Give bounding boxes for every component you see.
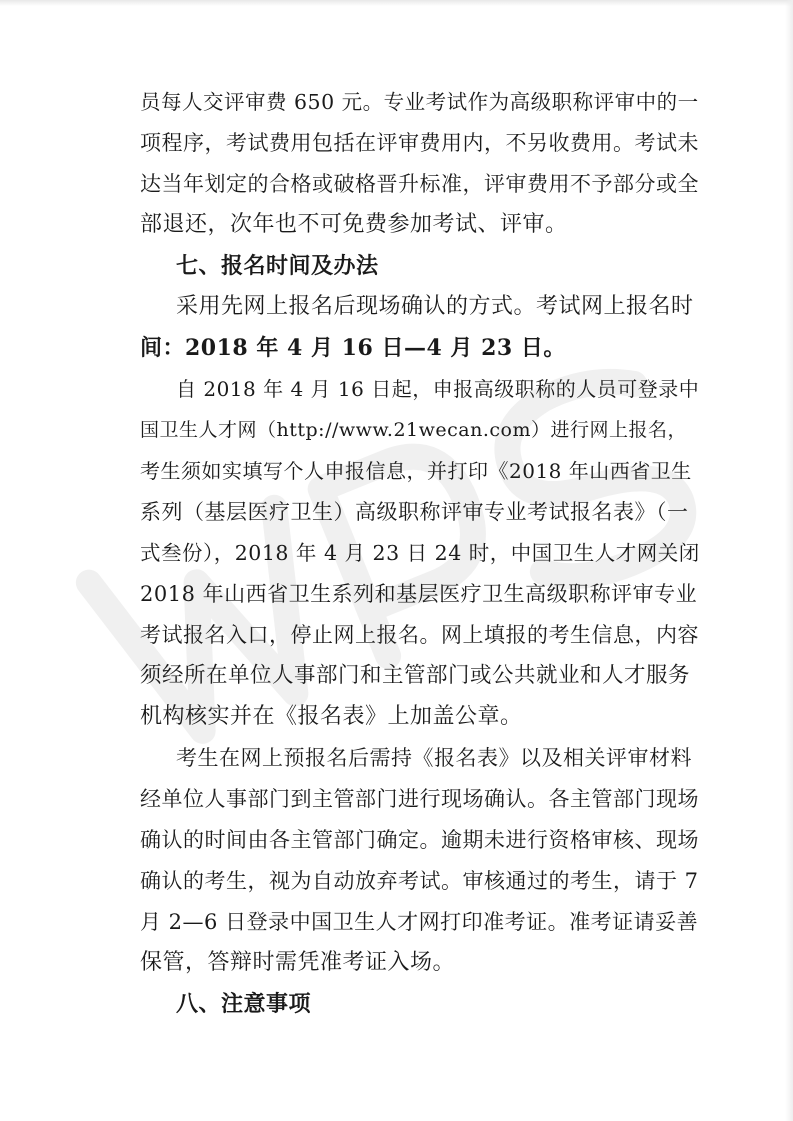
section7-para2-line-1: 自 2018 年 4 月 16 日起，申报高级职称的人员可登录中	[176, 377, 700, 401]
section7-para2-line-8: 须经所在单位人事部门和主管部门或公共就业和人才服务	[140, 663, 691, 688]
section7-para2-line-5: 式叁份），2018 年 4 月 23 日 24 时，中国卫生人才网关闭	[140, 541, 700, 565]
scan-edge-top	[0, 0, 793, 6]
paragraph1-line-1: 员每人交评审费 650 元。专业考试作为高级职称评审中的一	[140, 90, 699, 114]
scan-edge-right	[785, 0, 793, 1121]
section7-intro-line-1: 采用先网上报名后现场确认的方式。考试网上报名时	[176, 294, 694, 319]
section7-para2-line-4: 系列（基层医疗卫生）高级职称评审专业考试报名表》（一	[140, 500, 689, 524]
paragraph1-line-4: 部退还，次年也不可免费参加考试、评审。	[140, 212, 568, 237]
section7-para3-line-2: 经单位人事部门到主管部门进行现场确认。各主管部门现场	[140, 787, 699, 811]
section7-para2-line-9: 机构核实并在《报名表》上加盖公章。	[140, 704, 523, 729]
section7-para2-line-3: 考生须如实填写个人申报信息，并打印《2018 年山西省卫生	[140, 459, 692, 483]
section7-para3-line-6: 保管，答辩时需凭准考证入场。	[140, 950, 456, 975]
section7-para2-line-2: 国卫生人才网（http://www.21wecan.com）进行网上报名，	[140, 419, 687, 441]
section8-heading: 八、注意事项	[176, 991, 312, 1017]
section7-para3-line-4: 确认的考生，视为自动放弃考试。审核通过的考生，请于 7	[140, 869, 699, 893]
section7-para2-line-6: 2018 年山西省卫生系列和基层医疗卫生高级职称评审专业	[140, 582, 698, 606]
paragraph1-line-2: 项程序，考试费用包括在评审费用内，不另收费用。考试未	[140, 131, 699, 155]
section7-para3-line-3: 确认的时间由各主管部门确定。逾期未进行资格审核、现场	[140, 828, 699, 852]
section7-para3-line-1: 考生在网上预报名后需持《报名表》以及相关评审材料	[176, 746, 692, 770]
section7-heading: 七、报名时间及办法	[176, 253, 379, 279]
paragraph1-line-3: 达当年划定的合格或破格晋升标准，评审费用不予部分或全	[140, 172, 699, 196]
section7-para2-line-7: 考试报名入口，停止网上报名。网上填报的考生信息，内容	[140, 623, 699, 647]
section7-para3-line-5: 月 2—6 日登录中国卫生人才网打印准考证。准考证请妥善	[140, 910, 699, 934]
section7-intro-line-2: 间：2018 年 4 月 16 日—4 月 23 日。	[140, 335, 566, 361]
